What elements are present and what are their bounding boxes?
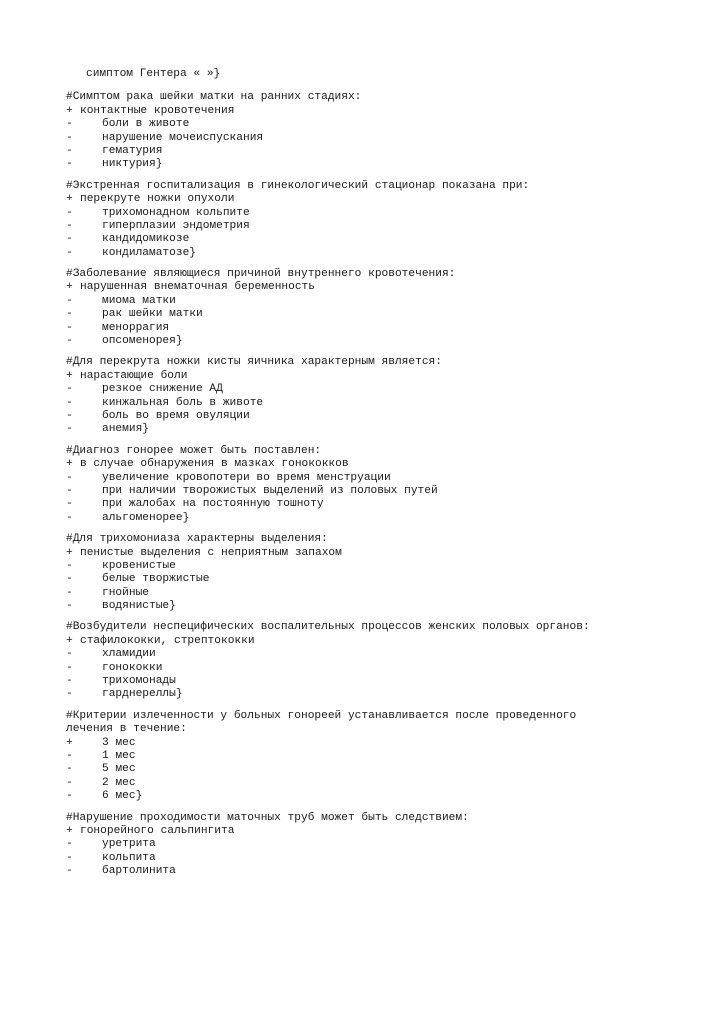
question-block <box>66 356 666 436</box>
correct-marker: + <box>66 824 73 837</box>
correct-marker: + <box>66 281 73 294</box>
answer-text: нарушение мочеиспускания <box>102 131 264 144</box>
answer-text: уретрита <box>102 838 156 851</box>
answer-text: гиперплазии эндометрия <box>102 219 250 232</box>
answer-option <box>66 383 666 396</box>
answer-text: водянистые} <box>102 600 176 613</box>
incorrect-marker: - <box>66 144 73 157</box>
correct-marker: + <box>66 193 73 206</box>
incorrect-marker: - <box>66 206 73 219</box>
answer-option <box>66 777 666 790</box>
answer-text: гнойные <box>102 586 149 599</box>
answer-option <box>66 295 666 308</box>
answer-text: перекруте ножки опухоли <box>80 193 235 206</box>
question-block <box>66 445 666 525</box>
answer-option <box>66 485 666 498</box>
incorrect-marker: - <box>66 118 73 131</box>
answer-option <box>66 397 666 410</box>
incorrect-marker: - <box>66 675 73 688</box>
answer-option <box>66 662 666 675</box>
question-block <box>66 268 666 348</box>
answer-text: 3 мес <box>102 736 136 749</box>
document-content <box>66 68 666 886</box>
incorrect-marker: - <box>66 396 73 409</box>
answer-option <box>66 118 666 131</box>
incorrect-marker: - <box>66 838 73 851</box>
correct-marker: + <box>66 104 73 117</box>
incorrect-marker: - <box>66 573 73 586</box>
incorrect-marker: - <box>66 246 73 259</box>
question-block <box>66 812 666 879</box>
answer-option <box>66 688 666 701</box>
answer-option <box>66 790 666 803</box>
correct-marker: + <box>66 736 73 749</box>
incorrect-marker: - <box>66 648 73 661</box>
answer-correct <box>66 370 666 383</box>
answer-option <box>66 648 666 661</box>
answer-option <box>66 573 666 586</box>
answer-text: кольпита <box>102 851 156 864</box>
question-block <box>66 180 666 260</box>
answer-option <box>66 750 666 763</box>
question-text: #Диагноз гонорее может быть поставлен: <box>66 444 322 457</box>
answer-text: миома матки <box>102 294 176 307</box>
incorrect-marker: - <box>66 233 73 246</box>
answer-option <box>66 587 666 600</box>
answer-text: нарастающие боли <box>80 369 188 382</box>
answer-correct <box>66 281 666 294</box>
answer-text: при жалобах на постоянную тошноту <box>102 498 324 511</box>
answer-text: 5 мес <box>102 763 136 776</box>
incorrect-marker: - <box>66 559 73 572</box>
question-text: #Нарушение проходимости маточных труб может быть следствием: <box>66 811 469 824</box>
incorrect-marker: - <box>66 335 73 348</box>
question-text: #Симптом рака шейки матки на ранних стадиях: <box>66 91 362 104</box>
answer-option <box>66 675 666 688</box>
incorrect-marker: - <box>66 749 73 762</box>
answer-text: стафилококки, стрептококки <box>80 634 255 647</box>
answer-correct <box>66 825 666 838</box>
answer-option <box>66 145 666 158</box>
answer-option <box>66 852 666 865</box>
answer-text: кровенистые <box>102 559 176 572</box>
answer-option <box>66 207 666 220</box>
answer-option <box>66 600 666 613</box>
question-block <box>66 91 666 171</box>
answer-correct <box>66 105 666 118</box>
answer-text: гонорейного сальпингита <box>80 824 235 837</box>
incorrect-marker: - <box>66 600 73 613</box>
incorrect-marker: - <box>66 158 73 171</box>
answer-text: кинжальная боль в животе <box>102 396 264 409</box>
incorrect-marker: - <box>66 423 73 436</box>
answer-option <box>66 158 666 171</box>
question-text: #Возбудители неспецифических воспалительных процессов женских половых органов: <box>66 621 590 634</box>
correct-marker: + <box>66 369 73 382</box>
incorrect-marker: - <box>66 383 73 396</box>
answer-text: при наличии творожистых выделений из половых путей <box>102 484 438 497</box>
incorrect-marker: - <box>66 484 73 497</box>
answer-text: 2 мес <box>102 776 136 789</box>
answer-text: трихомонадном кольпите <box>102 206 250 219</box>
incorrect-marker: - <box>66 851 73 864</box>
answer-option <box>66 132 666 145</box>
answer-text: резкое снижение АД <box>102 383 223 396</box>
question-text: #Для перекрута ножки кисты яичника характерным является: <box>66 356 442 369</box>
question-text: #Экстренная госпитализация в гинекологический стационар показана при: <box>66 179 530 192</box>
answer-text: рак шейки матки <box>102 308 203 321</box>
incorrect-marker: - <box>66 294 73 307</box>
answer-correct <box>66 737 666 750</box>
incorrect-marker: - <box>66 498 73 511</box>
answer-text: нарушенная внематочная беременность <box>80 281 315 294</box>
answer-option <box>66 233 666 246</box>
intro-line: симптом Гентера « »} <box>86 68 221 80</box>
answer-correct <box>66 458 666 471</box>
incorrect-marker: - <box>66 688 73 701</box>
answer-text: трихомонады <box>102 675 176 688</box>
correct-marker: + <box>66 458 73 471</box>
incorrect-marker: - <box>66 661 73 674</box>
answer-option <box>66 498 666 511</box>
answer-text: никтурия} <box>102 158 163 171</box>
answer-text: боли в животе <box>102 118 190 131</box>
question-text: лечения в течение: <box>66 723 187 736</box>
question-block <box>66 533 666 613</box>
answer-option <box>66 838 666 851</box>
answer-option <box>66 247 666 260</box>
incorrect-marker: - <box>66 790 73 803</box>
incorrect-marker: - <box>66 865 73 878</box>
answer-option <box>66 423 666 436</box>
answer-text: гонококки <box>102 661 163 674</box>
answer-text: увеличение кровопотери во время менструации <box>102 471 391 484</box>
intro-block <box>66 68 666 81</box>
answer-text: в случае обнаружения в мазках гонококков <box>80 458 349 471</box>
answer-option <box>66 865 666 878</box>
incorrect-marker: - <box>66 131 73 144</box>
answer-text: белые творжистые <box>102 573 210 586</box>
incorrect-marker: - <box>66 511 73 524</box>
answer-text: 6 мес} <box>102 790 143 803</box>
answer-text: анемия} <box>102 423 149 436</box>
answer-text: гарднереллы} <box>102 688 183 701</box>
question-block <box>66 710 666 804</box>
incorrect-marker: - <box>66 586 73 599</box>
answer-option <box>66 220 666 233</box>
answer-option <box>66 763 666 776</box>
answer-text: опсоменорея} <box>102 335 183 348</box>
question-text: #Заболевание являющиеся причиной внутреннего кровотечения: <box>66 268 456 281</box>
answer-text: альгоменорее} <box>102 511 190 524</box>
question-list <box>66 91 666 878</box>
answer-text: кондиламатозе} <box>102 246 196 259</box>
answer-text: кандидомикозе <box>102 233 190 246</box>
correct-marker: + <box>66 546 73 559</box>
incorrect-marker: - <box>66 321 73 334</box>
answer-correct <box>66 547 666 560</box>
answer-text: боль во время овуляции <box>102 409 250 422</box>
incorrect-marker: - <box>66 219 73 232</box>
answer-option <box>66 410 666 423</box>
answer-option <box>66 308 666 321</box>
answer-option <box>66 512 666 525</box>
answer-text: пенистые выделения с неприятным запахом <box>80 546 342 559</box>
answer-text: меноррагия <box>102 321 170 334</box>
answer-text: 1 мес <box>102 749 136 762</box>
question-text: #Для трихомониаза характерны выделения: <box>66 533 328 546</box>
answer-option <box>66 560 666 573</box>
answer-text: контактные кровотечения <box>80 104 235 117</box>
incorrect-marker: - <box>66 409 73 422</box>
question-text: #Критерии излеченности у больных гонореей устанавливается после проведенного <box>66 709 577 722</box>
answer-option <box>66 335 666 348</box>
answer-option <box>66 472 666 485</box>
question-block <box>66 621 666 701</box>
answer-text: бартолинита <box>102 865 176 878</box>
answer-text: гематурия <box>102 144 163 157</box>
incorrect-marker: - <box>66 776 73 789</box>
incorrect-marker: - <box>66 471 73 484</box>
answer-correct <box>66 193 666 206</box>
answer-option <box>66 322 666 335</box>
answer-text: хламидии <box>102 648 156 661</box>
incorrect-marker: - <box>66 763 73 776</box>
correct-marker: + <box>66 634 73 647</box>
incorrect-marker: - <box>66 308 73 321</box>
answer-correct <box>66 635 666 648</box>
